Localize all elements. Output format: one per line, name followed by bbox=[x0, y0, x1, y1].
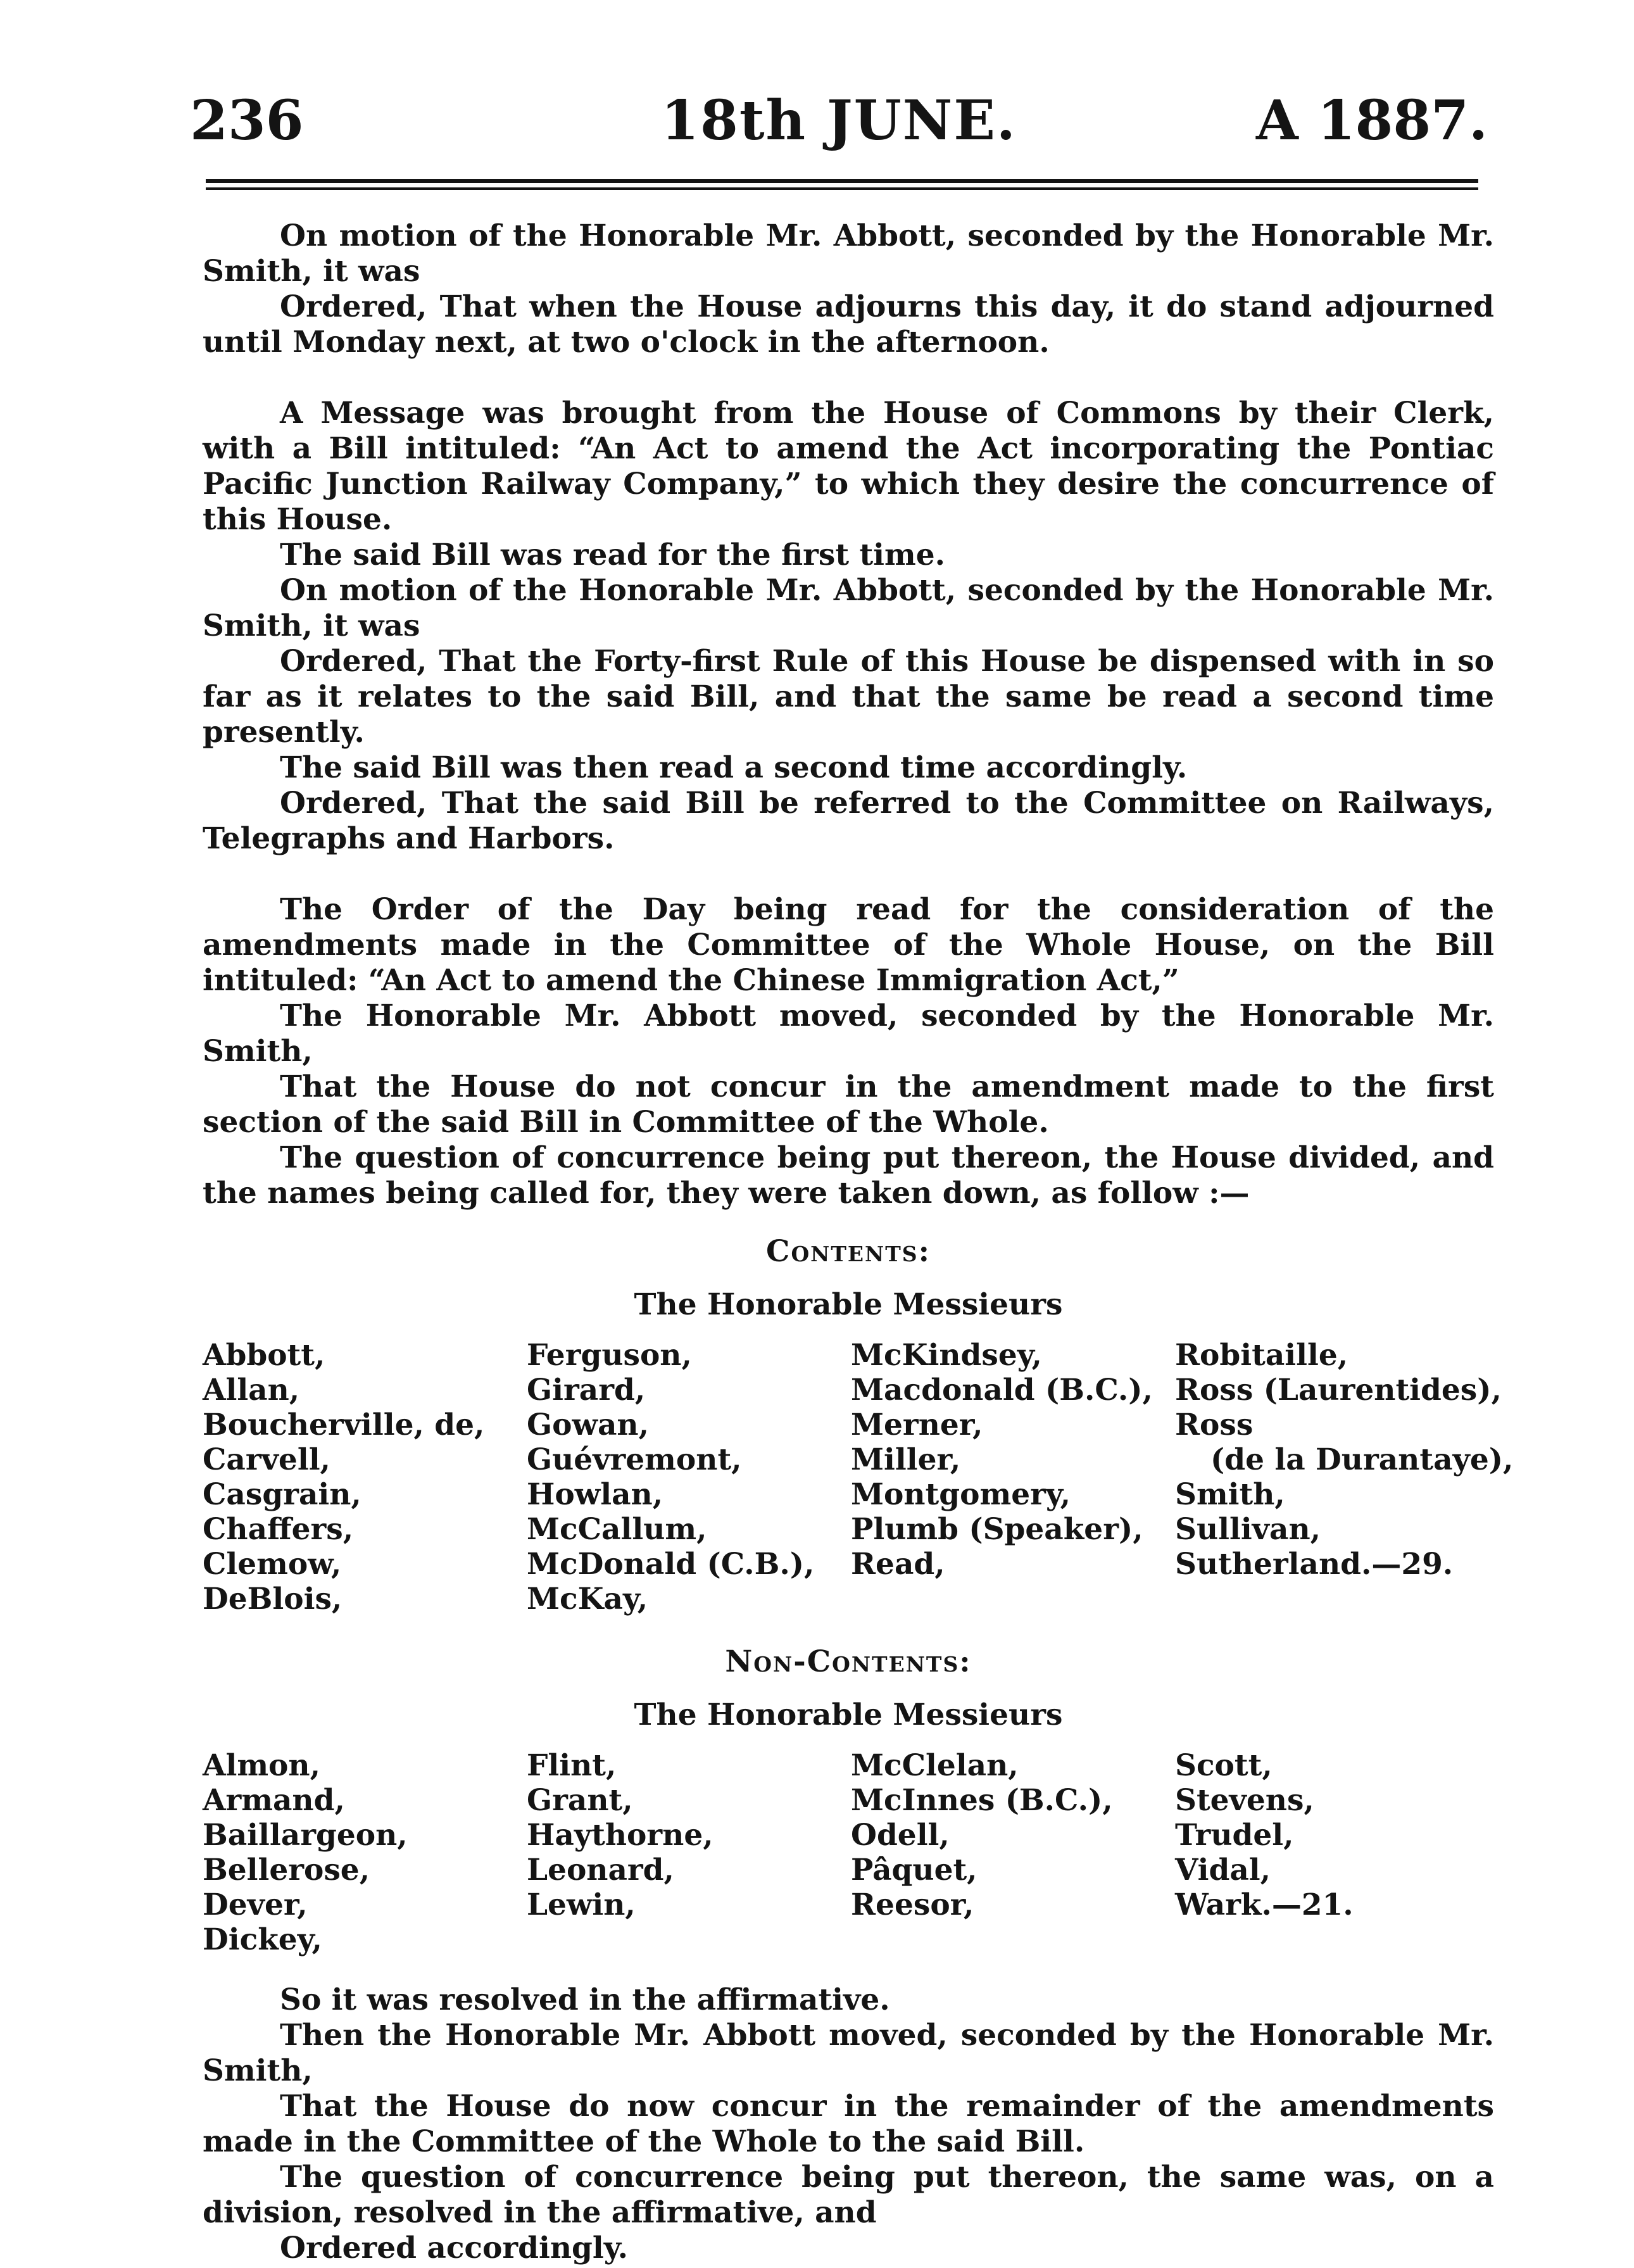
member-name: Abbott, bbox=[203, 1338, 325, 1373]
member-name: Sullivan, bbox=[1175, 1512, 1321, 1547]
paragraph: Ordered, That when the House adjourns this day, it do stand adjourned until Monday next, at two o'clock in the afternoon. bbox=[203, 289, 1494, 360]
member-name: Miller, bbox=[851, 1442, 961, 1477]
member-name: Robitaille, bbox=[1175, 1338, 1348, 1373]
member-name: McClelan, bbox=[851, 1748, 1019, 1783]
member-name: Pâquet, bbox=[851, 1853, 977, 1887]
names-column bbox=[527, 1748, 851, 1957]
member-name: Dickey, bbox=[203, 1922, 322, 1957]
member-name: Montgomery, bbox=[851, 1477, 1071, 1512]
paragraph: Ordered accordingly. bbox=[280, 2231, 629, 2265]
member-name: Howlan, bbox=[527, 1477, 663, 1512]
member-name: Gowan, bbox=[527, 1408, 649, 1442]
header-rule-thick bbox=[206, 179, 1478, 183]
paragraph: Ordered, That the Forty-first Rule of this House be dispensed with in so far as it relates to the said Bill, and that the same be read a second time presently. bbox=[203, 644, 1494, 750]
contents-subheading: The Honorable Messieurs bbox=[634, 1287, 1063, 1322]
paragraph: On motion of the Honorable Mr. Abbott, seconded by the Honorable Mr. Smith, it was bbox=[203, 573, 1494, 643]
member-name: DeBlois, bbox=[203, 1582, 343, 1616]
member-name: Armand, bbox=[203, 1783, 345, 1818]
member-name: Clemow, bbox=[203, 1547, 342, 1582]
member-name: Vidal, bbox=[1175, 1853, 1271, 1887]
member-name: Baillargeon, bbox=[203, 1818, 408, 1853]
member-name: Leonard, bbox=[527, 1853, 674, 1887]
member-name: Merner, bbox=[851, 1408, 983, 1442]
member-name: Stevens, bbox=[1175, 1783, 1314, 1818]
member-name: (de la Durantaye), bbox=[1210, 1442, 1514, 1477]
member-name: Lewin, bbox=[527, 1887, 636, 1922]
member-name: Sutherland.—29. bbox=[1175, 1547, 1454, 1582]
paragraph: The said Bill was read for the first time. bbox=[280, 538, 946, 572]
member-name: Casgrain, bbox=[203, 1477, 361, 1512]
contents-names bbox=[203, 1338, 1514, 1616]
member-name: McKay, bbox=[527, 1582, 648, 1616]
member-name: Almon, bbox=[203, 1748, 320, 1783]
member-name: Scott, bbox=[1175, 1748, 1273, 1783]
member-name: Smith, bbox=[1175, 1477, 1285, 1512]
member-name: Odell, bbox=[851, 1818, 950, 1853]
paragraph: That the House do now concur in the remainder of the amendments made in the Committee of the Whole to the said Bill. bbox=[203, 2089, 1494, 2159]
member-name: Boucherville, de, bbox=[203, 1408, 485, 1442]
member-name: Ferguson, bbox=[527, 1338, 692, 1373]
member-name: McKindsey, bbox=[851, 1338, 1042, 1373]
paragraph: On motion of the Honorable Mr. Abbott, seconded by the Honorable Mr. Smith, it was bbox=[203, 218, 1494, 289]
paragraph: The question of concurrence being put thereon, the House divided, and the names being called for, they were taken down, as follow :— bbox=[203, 1140, 1494, 1211]
non-contents-subheading: The Honorable Messieurs bbox=[634, 1698, 1063, 1732]
member-name: Grant, bbox=[527, 1783, 633, 1818]
member-name: Ross bbox=[1175, 1408, 1254, 1442]
names-column bbox=[1175, 1338, 1514, 1616]
names-column bbox=[203, 1748, 527, 1957]
paragraph: Ordered, That the said Bill be referred to the Committee on Railways, Telegraphs and Harbors. bbox=[203, 786, 1494, 856]
member-name: Carvell, bbox=[203, 1442, 330, 1477]
header-year: A 1887. bbox=[1256, 89, 1488, 153]
journal-text bbox=[203, 218, 1514, 2266]
member-name: Read, bbox=[851, 1547, 945, 1582]
names-column bbox=[203, 1338, 527, 1616]
member-name: McCallum, bbox=[527, 1512, 707, 1547]
paragraph: The Honorable Mr. Abbott moved, seconded by the Honorable Mr. Smith, bbox=[203, 999, 1494, 1069]
member-name: Wark.—21. bbox=[1175, 1887, 1354, 1922]
header-rule-thin bbox=[206, 187, 1478, 190]
member-name: Chaffers, bbox=[203, 1512, 354, 1547]
header-date: 18th JUNE. bbox=[661, 89, 1017, 153]
non-contents-names bbox=[203, 1748, 1500, 1957]
member-name: Dever, bbox=[203, 1887, 308, 1922]
page-header bbox=[190, 89, 1488, 165]
member-name: Ross (Laurentides), bbox=[1175, 1373, 1502, 1408]
member-name: Girard, bbox=[527, 1373, 646, 1408]
names-column bbox=[851, 1748, 1175, 1957]
names-column bbox=[1175, 1748, 1499, 1957]
member-name: Macdonald (B.C.), bbox=[851, 1373, 1153, 1408]
paragraph: The Order of the Day being read for the consideration of the amendments made in the Committee of the Whole House, on the Bill intituled: “An Act to amend the Chinese Immigration Act,” bbox=[203, 892, 1494, 998]
member-name: Bellerose, bbox=[203, 1853, 370, 1887]
names-column bbox=[851, 1338, 1175, 1616]
contents-heading: Contents: bbox=[766, 1234, 931, 1269]
member-name: Flint, bbox=[527, 1748, 617, 1783]
page-number: 236 bbox=[190, 89, 304, 153]
member-name: Guévremont, bbox=[527, 1442, 742, 1477]
paragraph: So it was resolved in the affirmative. bbox=[280, 1982, 890, 2017]
member-name: Reesor, bbox=[851, 1887, 974, 1922]
paragraph: A Message was brought from the House of Commons by their Clerk, with a Bill intituled: “An Act to amend the Act incorporating the Pontiac Pacific Junction Railway Company,” to which they desire the concurrence of this House. bbox=[203, 396, 1494, 537]
non-contents-heading: Non-Contents: bbox=[725, 1644, 972, 1679]
member-name: Haythorne, bbox=[527, 1818, 713, 1853]
names-column bbox=[527, 1338, 851, 1616]
paragraph: That the House do not concur in the amendment made to the first section of the said Bill in Committee of the Whole. bbox=[203, 1069, 1494, 1140]
paragraph: Then the Honorable Mr. Abbott moved, seconded by the Honorable Mr. Smith, bbox=[203, 2018, 1494, 2088]
paragraph: The said Bill was then read a second time accordingly. bbox=[280, 750, 1188, 785]
member-name: Trudel, bbox=[1175, 1818, 1294, 1853]
member-name: McInnes (B.C.), bbox=[851, 1783, 1113, 1818]
member-name: McDonald (C.B.), bbox=[527, 1547, 815, 1582]
member-name: Plumb (Speaker), bbox=[851, 1512, 1143, 1547]
paragraph: The question of concurrence being put thereon, the same was, on a division, resolved in the affirmative, and bbox=[203, 2160, 1494, 2230]
member-name: Allan, bbox=[203, 1373, 300, 1408]
